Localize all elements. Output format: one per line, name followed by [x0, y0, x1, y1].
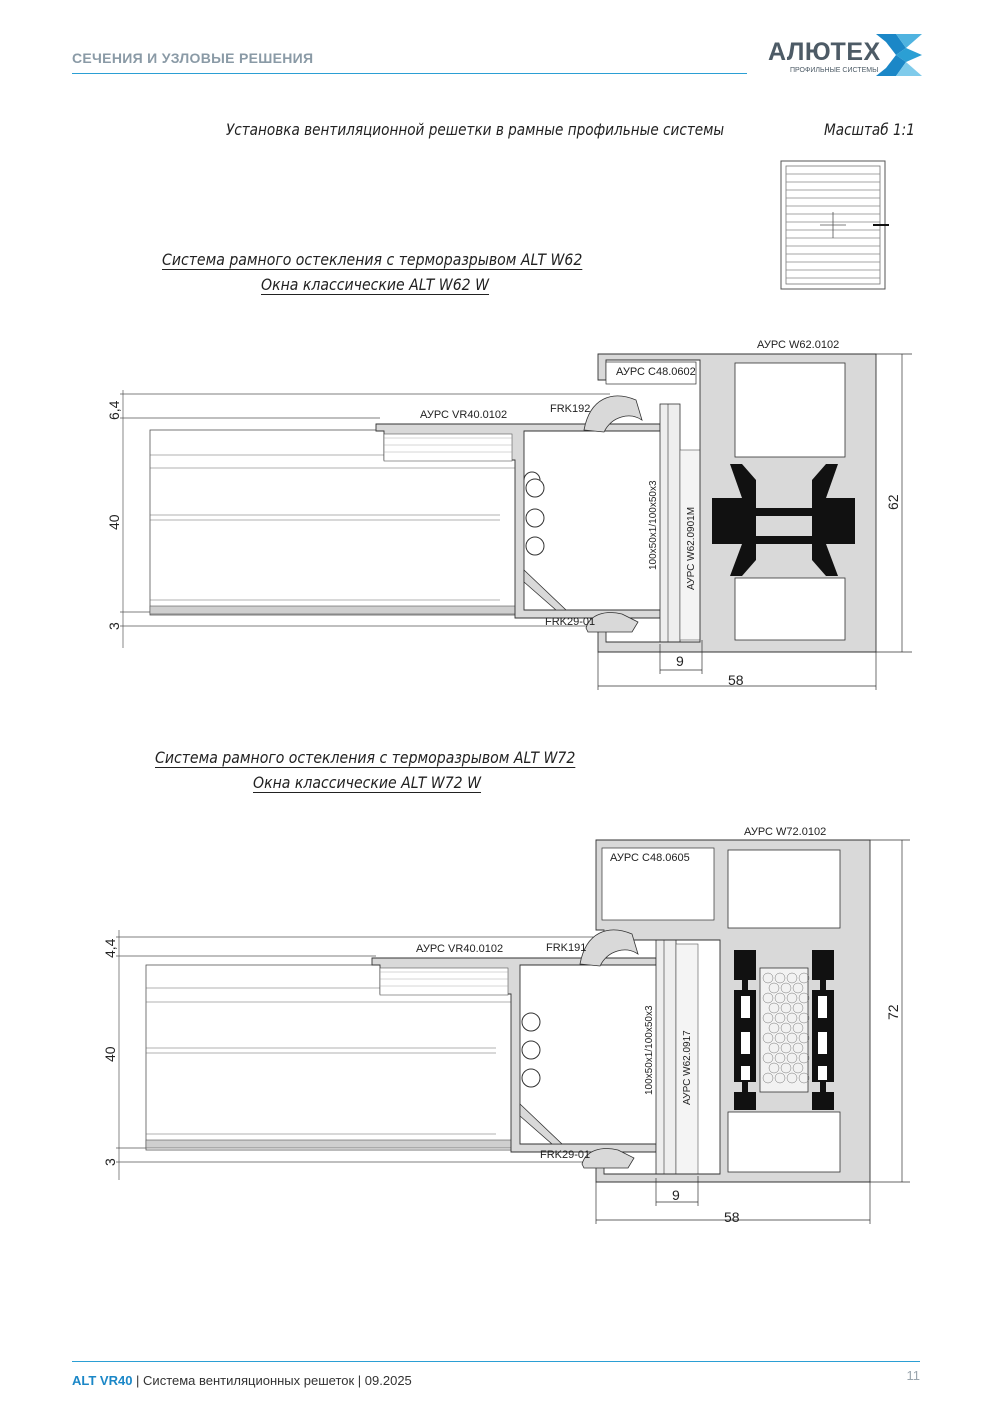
s2-gasket-bottom-label: FRK29-01 — [540, 1149, 591, 1161]
footer-description: | Система вентиляционных решеток | 09.2025 — [132, 1373, 412, 1388]
s2-grille-label: АУРС VR40.0102 — [416, 943, 504, 955]
s2-dim-mid: 40 — [102, 1046, 118, 1062]
logo-subtitle: ПРОФИЛЬНЫЕ СИСТЕМЫ — [790, 67, 879, 74]
section1-window-line: Окна классические ALT W62 W — [261, 275, 490, 294]
s1-grille-label: АУРС VR40.0102 — [420, 409, 508, 421]
logo-name: АЛЮТЕХ — [768, 38, 881, 66]
page-number: 11 — [906, 1368, 920, 1383]
s1-dim-gap: 9 — [676, 653, 684, 669]
s2-frame-label: АУРС W72.0102 — [744, 826, 827, 838]
s1-gasket-bottom-label: FRK29-01 — [545, 616, 596, 628]
section2-window-line: Окна классические ALT W72 W — [253, 773, 482, 792]
footer-rule — [72, 1361, 920, 1362]
s2-dim-gap: 9 — [672, 1187, 680, 1203]
s2-dim-right: 72 — [885, 1004, 901, 1020]
section-title: СЕЧЕНИЯ И УЗЛОВЫЕ РЕШЕНИЯ — [72, 50, 314, 66]
s1-glass-label: 100х50х1/100х50х3 — [648, 480, 659, 570]
s1-gasket-top-label: FRK192 — [550, 403, 591, 415]
scale-label: Масштаб 1:1 — [824, 120, 915, 139]
section1-drawing — [0, 330, 1000, 700]
section1-system-line: Система рамного остекления с терморазрывом ALT W62 — [162, 250, 583, 269]
header-rule — [72, 73, 747, 74]
logo-mark-icon — [876, 34, 922, 76]
s1-dim-width: 58 — [728, 672, 744, 688]
grille-position-icon — [780, 160, 890, 292]
s2-glass-label: 100х50х1/100х50х3 — [644, 1005, 655, 1095]
s1-dim-bottom: 3 — [106, 622, 122, 630]
s1-dim-right: 62 — [885, 494, 901, 510]
footer-product: ALT VR40 — [72, 1373, 133, 1388]
sheet-title: Установка вентиляционной решетки в рамные профильные системы — [226, 120, 725, 139]
s2-dim-top: 4,4 — [102, 938, 118, 958]
s1-dim-top: 6,4 — [106, 400, 122, 420]
s2-gasket-top-label: FRK191 — [546, 942, 587, 954]
s1-sash-label: АУРС С48.0602 — [616, 366, 696, 378]
s1-dim-mid: 40 — [106, 514, 122, 530]
brand-logo — [768, 34, 923, 79]
s1-insert-label: АУРС W62.0901М — [686, 506, 697, 590]
footer — [72, 1373, 412, 1388]
s2-dim-width: 58 — [724, 1209, 740, 1225]
s2-insert-label: АУРС W62.0917 — [682, 1030, 693, 1105]
s2-sash-label: АУРС С48.0605 — [610, 852, 690, 864]
section2-system-line: Система рамного остекления с терморазрывом ALT W72 — [155, 748, 576, 767]
s2-dim-bottom: 3 — [102, 1158, 118, 1166]
s1-frame-label: АУРС W62.0102 — [757, 339, 840, 351]
section2-drawing — [0, 820, 1000, 1230]
